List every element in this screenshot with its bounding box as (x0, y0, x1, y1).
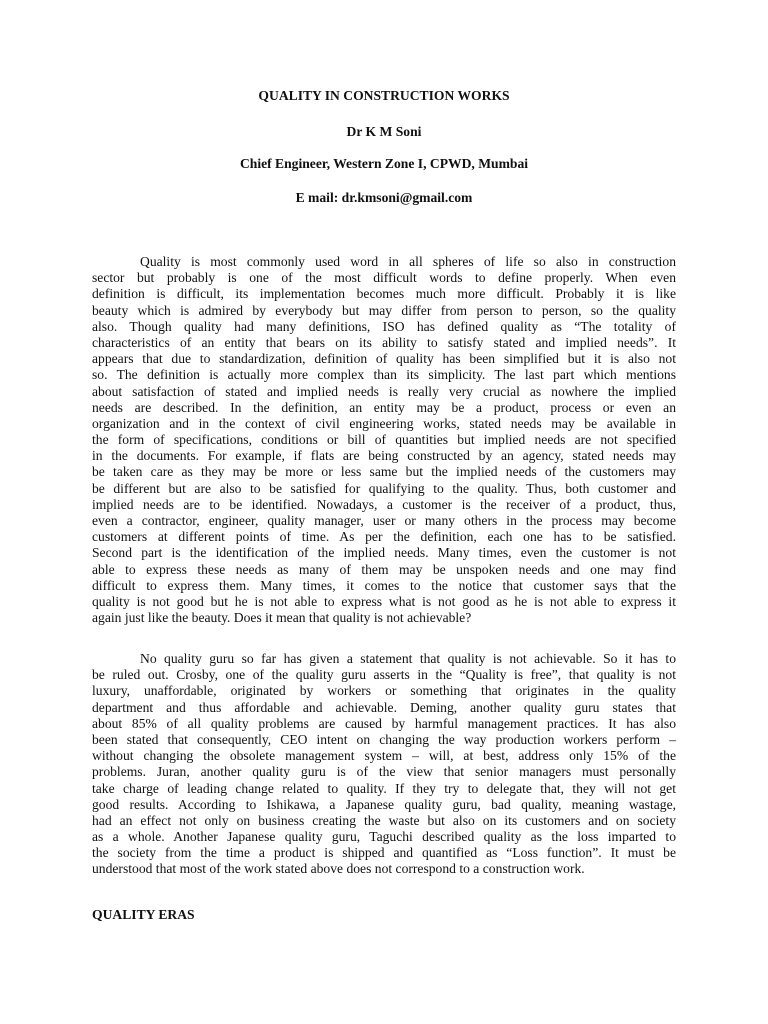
paragraph-line: be ruled out. Crosby, one of the quality guru asserts in the “Quality is free”, that quality is not (92, 667, 676, 683)
paragraph-line: had an effect not only on business creating the waste but also on its customers and on society (92, 812, 676, 828)
author-name: Dr K M Soni (346, 124, 422, 139)
paragraph-line: customers at different points of time. As per the definition, each one has to be satisfied. (92, 529, 676, 545)
paragraph-line: Second part is the identification of the implied needs. Many times, even the customer is not (92, 545, 676, 561)
paper-title: QUALITY IN CONSTRUCTION WORKS (258, 88, 510, 103)
paragraph-line: been stated that consequently, CEO intent on changing the way production workers perform – (92, 731, 676, 747)
paragraph-line: as a whole. Another Japanese quality guru, Taguchi described quality as the loss imparted to (92, 829, 676, 845)
paragraph-line: understood that most of the work stated above does not correspond to a construction work. (92, 861, 585, 877)
author-email: E mail: dr.kmsoni@gmail.com (295, 190, 473, 205)
section-heading: QUALITY ERAS (92, 907, 195, 922)
paragraph-line: about satisfaction of stated and implied needs is really very crucial as nowhere the implied (92, 383, 676, 399)
paragraph-line: quality is not good but he is not able to express what is not good as he is not able to express it (92, 593, 676, 609)
paragraph-line: the society from the time a product is shipped and quantified as “Loss function”. It must be (92, 845, 676, 861)
paragraph-line: definition is difficult, its implementation becomes much more difficult. Probably it is like (92, 286, 676, 302)
paragraph-line: about 85% of all quality problems are caused by harmful management practices. It has also (92, 715, 676, 731)
paragraph-line: No quality guru so far has given a statement that quality is not achievable. So it has to (140, 651, 676, 666)
paragraph-line: able to express these needs as many of them may be unspoken needs and one may find (92, 561, 676, 577)
paragraph-line: difficult to express them. Many times, it comes to the notice that customer says that the (92, 577, 676, 593)
paragraph-line: Quality is most commonly used word in all spheres of life so also in construction (140, 254, 676, 269)
paragraph-line: sector but probably is one of the most difficult words to define properly. When even (92, 270, 676, 286)
paragraph-line: good results. According to Ishikawa, a Japanese quality guru, bad quality, meaning wastage, (92, 796, 676, 812)
paragraph-line: so. The definition is actually more complex than its simplicity. The last part which mentions (92, 367, 676, 383)
body-paragraph (92, 254, 676, 626)
author-affiliation: Chief Engineer, Western Zone I, CPWD, Mumbai (239, 156, 529, 171)
paragraph-line: the form of specifications, conditions or bill of quantities but implied needs are not specified (92, 432, 676, 448)
paragraph-line: problems. Juran, another quality guru is of the view that senior managers must personally (92, 764, 676, 780)
paragraph-line: be different but are also to be satisfied for qualifying to the quality. Thus, both customer and (92, 480, 676, 496)
paragraph-line: department and thus affordable and achievable. Deming, another quality guru states that (92, 699, 676, 715)
paragraph-line: organization and in the context of civil engineering works, stated needs may be available in (92, 415, 676, 431)
paragraph-line: needs are described. In the definition, an entity may be a product, process or even an (92, 399, 676, 415)
paragraph-line: take charge of leading change related to quality. If they try to delegate that, they will not get (92, 780, 676, 796)
paragraph-line: be taken care as they may be more or less same but the implied needs of the customers may (92, 464, 676, 480)
paragraph-line: appears that due to standardization, definition of quality has been simplified but it is also not (92, 351, 676, 367)
paragraph-line: again just like the beauty. Does it mean that quality is not achievable? (92, 610, 472, 626)
paragraph-line: without changing the obsolete management system – will, at best, address only 15% of the (92, 748, 676, 764)
paragraph-line: also. Though quality had many definitions, ISO has defined quality as “The totality of (92, 318, 676, 334)
paragraph-line: in the documents. For example, if flats are being constructed by an agency, stated needs may (92, 448, 676, 464)
body-paragraph (92, 651, 676, 878)
paragraph-line: characteristics of an entity that bears on its ability to satisfy stated and implied needs”. It (92, 334, 676, 350)
paragraph-line: luxury, unaffordable, originated by workers or something that originates in the quality (92, 683, 676, 699)
paragraph-line: beauty which is admired by everybody but may differ from person to person, so the quality (92, 302, 676, 318)
paragraph-line: implied needs are to be identified. Nowadays, a customer is the receiver of a product, thus, (92, 496, 676, 512)
paragraph-line: even a contractor, engineer, quality manager, user or many others in the process may become (92, 513, 676, 528)
